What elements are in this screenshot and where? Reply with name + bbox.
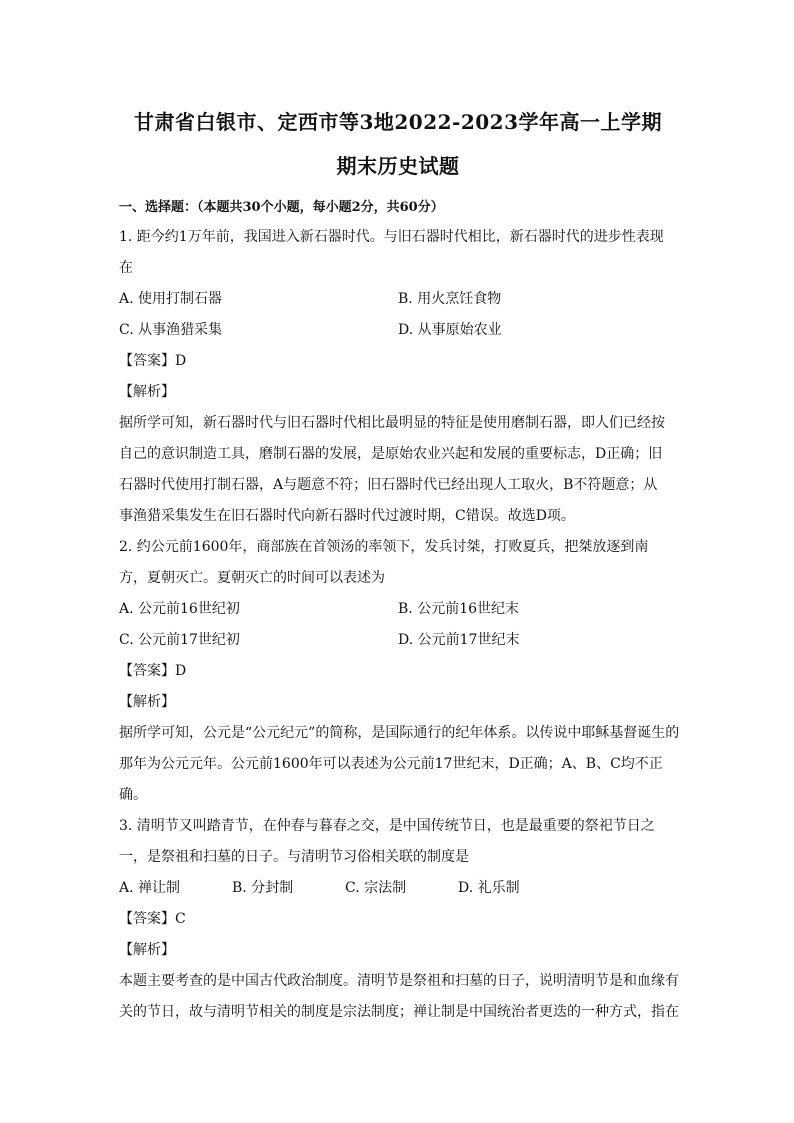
answer-label: 【答案】C [119,911,186,927]
analysis-line: 据所学可知，新石器时代与旧石器时代相比最明显的特征是使用磨制石器，即人们已经按 [119,415,665,431]
document-title-line-1: 甘肃省白银市、定西市等3地2022-2023学年高一上学期 [133,110,663,134]
option-b: B. 用火烹饪食物 [398,291,502,307]
question-stem-line: 1. 距今约1万年前，我国进入新石器时代。与旧石器时代相比，新石器时代的进步性表现 [119,229,664,245]
analysis-line: 自己的意识制造工具，磨制石器的发展，是原始农业兴起和发展的重要标志，D正确；旧 [119,446,663,462]
answer-label: 【答案】D [119,663,187,679]
question-2 [119,532,680,811]
option-d: D. 从事原始农业 [398,322,502,338]
section-heading: 一、选择题：（本题共30个小题，每小题2分，共60分） [119,200,444,215]
analysis-line: 事渔猎采集发生在旧石器时代向新石器时代过渡时期，C错误。故选D项。 [119,508,575,524]
option-d: D. 公元前17世纪末 [398,632,520,648]
analysis-line: 确。 [119,787,147,803]
question-stem-line: 2. 约公元前1600年，商部族在首领汤的率领下，发兵讨桀，打败夏兵，把桀放逐到南 [119,539,649,555]
analysis-line: 本题主要考查的是中国古代政治制度。清明节是祭祖和扫墓的日子，说明清明节是和血缘有 [119,973,679,989]
question-stem-line: 在 [119,260,133,276]
document-page [119,100,680,1028]
analysis-line: 石器时代使用打制石器，A与题意不符；旧石器时代已经出现人工取火，B不符题意；从 [119,477,658,493]
question-stem-line: 方，夏朝灭亡。夏朝灭亡的时间可以表述为 [119,570,385,586]
question-1 [119,222,677,532]
option-b: B. 分封制 [232,880,294,896]
option-b: B. 公元前16世纪末 [398,601,520,617]
option-c: C. 宗法制 [345,880,407,896]
option-c: C. 从事渔猎采集 [119,322,223,338]
analysis-line: 那年为公元元年。公元前1600年可以表述为公元前17世纪末，D正确；A、B、C均不正 [119,756,663,772]
analysis-line: 关的节日，故与清明节相关的制度是宗法制度；禅让制是中国统治者更迭的一种方式，指在 [119,1004,679,1020]
analysis-line: 据所学可知，公元是“公元纪元”的简称，是国际通行的纪年体系。以传说中耶稣基督诞生的 [119,725,680,741]
options-row [119,873,677,904]
option-a: A. 使用打制石器 [119,291,223,307]
analysis-label: 【解析】 [119,384,175,400]
question-stem-line: 3. 清明节又叫踏青节，在仲春与暮春之交，是中国传统节日，也是最重要的祭祀节日之 [119,818,655,834]
options-row [119,625,677,656]
analysis-label: 【解析】 [119,694,175,710]
question-3 [119,811,677,1028]
question-stem-line: 一，是祭祖和扫墓的日子。与清明节习俗相关联的制度是 [119,849,469,865]
options-row [119,594,677,625]
document-title-line-2: 期末历史试题 [336,154,460,178]
option-a: A. 禅让制 [119,880,181,896]
options-row [119,284,677,315]
option-c: C. 公元前17世纪初 [119,632,240,648]
option-a: A. 公元前16世纪初 [119,601,240,617]
analysis-label: 【解析】 [119,942,175,958]
options-row [119,315,677,346]
answer-label: 【答案】D [119,353,187,369]
option-d: D. 礼乐制 [458,880,520,896]
